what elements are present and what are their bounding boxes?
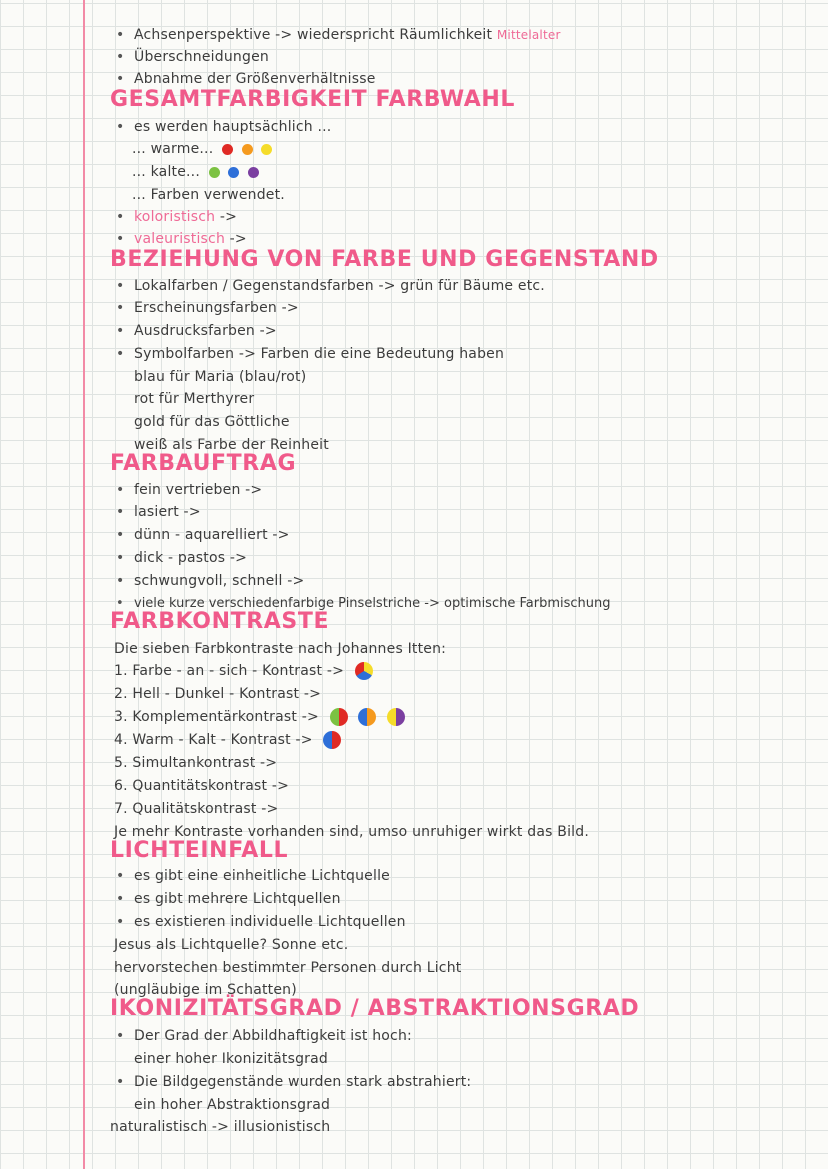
heading-kontraste: FARBKONTRASTE (110, 609, 330, 634)
kontrast-item: 7. Qualitätskontrast -> (114, 801, 279, 817)
list-item: • dick - pastos -> (116, 549, 247, 567)
kontrast-item: 2. Hell - Dunkel - Kontrast -> (114, 686, 322, 702)
sub-item: rot für Merthyrer (134, 391, 255, 407)
heading-farbigkeit: GESAMTFARBIGKEIT FARBWAHL (110, 87, 516, 112)
text-line: hervorstechen bestimmter Personen durch Licht (114, 960, 462, 976)
list-item: • Die Bildgegenstände wurden stark abstrahiert: (116, 1073, 471, 1091)
list-item: • fein vertrieben -> (116, 481, 262, 499)
purple-dot-icon (248, 167, 259, 178)
list-item: • valeuristisch -> (116, 230, 247, 248)
outro-line: naturalistisch -> illusionistisch (110, 1119, 331, 1135)
blue-orange-pair-icon (358, 708, 376, 726)
list-item: • schwungvoll, schnell -> (116, 572, 304, 590)
list-item: • Lokalfarben / Gegenstandsfarben -> grün für Bäume etc. (116, 277, 545, 295)
list-item: • koloristisch -> (116, 208, 237, 226)
yellow-purple-pair-icon (387, 708, 405, 726)
margin-line (83, 0, 85, 1169)
outro-line: Je mehr Kontraste vorhanden sind, umso unruhiger wirkt das Bild. (114, 824, 590, 840)
kontrast-item: 5. Simultankontrast -> (114, 755, 278, 771)
kalt-line: ... kalte... (132, 163, 259, 181)
sub-item: blau für Maria (blau/rot) (134, 369, 307, 385)
blue-red-pair-icon (323, 731, 341, 749)
heading-ikon: IKONIZITÄTSGRAD / ABSTRAKTIONSGRAD (110, 996, 640, 1021)
color-circle-icon (355, 662, 373, 680)
kontrast-item: 6. Quantitätskontrast -> (114, 778, 290, 794)
list-item: • Achsenperspektive -> wiederspricht Räumlichkeit Mittelalter (116, 26, 561, 44)
orange-dot-icon (242, 144, 253, 155)
list-item: • es gibt mehrere Lichtquellen (116, 890, 341, 908)
list-item: • es gibt eine einheitliche Lichtquelle (116, 867, 390, 885)
list-item: • viele kurze verschiedenfarbige Pinselstriche -> optimische Farbmischung (116, 595, 610, 613)
sub-item: ein hoher Abstraktionsgrad (134, 1097, 331, 1113)
kontrast-item: 3. Komplementärkontrast -> (114, 708, 405, 726)
list-item: • Abnahme der Größenverhältnisse (116, 70, 376, 88)
kontrast-item: 4. Warm - Kalt - Kontrast -> (114, 731, 341, 749)
heading-farbauftrag: FARBAUFTRAG (110, 451, 297, 476)
intro-line: Die sieben Farbkontraste nach Johannes Itten: (114, 641, 447, 657)
list-item: • lasiert -> (116, 503, 201, 521)
warm-line: ... warme... (132, 140, 272, 158)
list-item: • es werden hauptsächlich ... (116, 118, 331, 136)
list-item: • Der Grad der Abbildhaftigkeit ist hoch: (116, 1027, 412, 1045)
blue-dot-icon (228, 167, 239, 178)
yellow-dot-icon (261, 144, 272, 155)
list-item: • es existieren individuelle Lichtquellen (116, 913, 406, 931)
list-item: • Überschneidungen (116, 48, 269, 66)
sub-item: einer hoher Ikonizitätsgrad (134, 1051, 328, 1067)
list-item: • dünn - aquarelliert -> (116, 526, 290, 544)
kontrast-item: 1. Farbe - an - sich - Kontrast -> (114, 662, 373, 680)
heading-licht: LICHTEINFALL (110, 838, 289, 863)
list-item: • Ausdrucksfarben -> (116, 322, 277, 340)
list-item: • Symbolfarben -> Farben die eine Bedeutung haben (116, 345, 504, 363)
text-line: (ungläubige im Schatten) (114, 982, 297, 998)
sub-item: weiß als Farbe der Reinheit (134, 437, 329, 453)
green-dot-icon (209, 167, 220, 178)
list-item: • Erscheinungsfarben -> (116, 299, 299, 317)
text-line: Jesus als Lichtquelle? Sonne etc. (114, 937, 349, 953)
outro-line: ... Farben verwendet. (132, 187, 285, 203)
red-dot-icon (222, 144, 233, 155)
sub-item: gold für das Göttliche (134, 414, 290, 430)
green-red-pair-icon (330, 708, 348, 726)
heading-beziehung: BEZIEHUNG VON FARBE UND GEGENSTAND (110, 247, 659, 272)
